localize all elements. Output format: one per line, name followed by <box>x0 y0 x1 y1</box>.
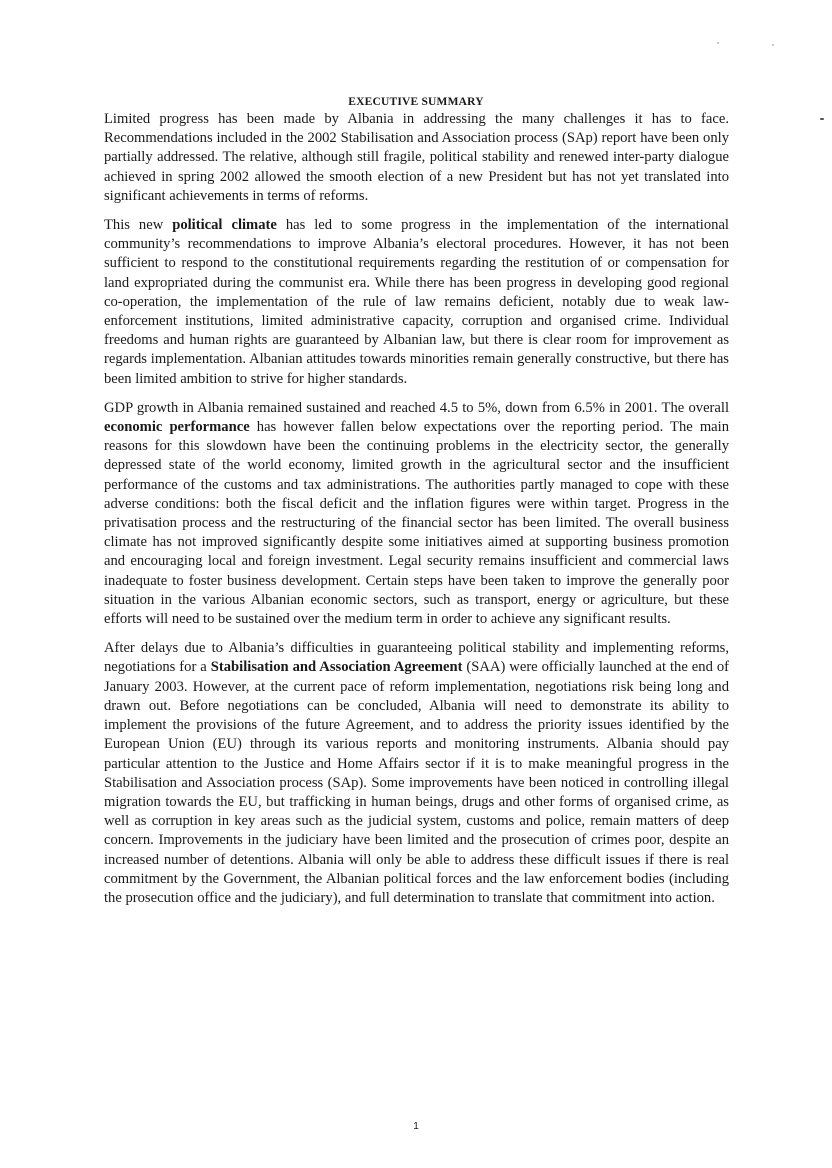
paragraph-1-text: Limited progress has been made by Albania in addressing the many challenges it has to face. Recommendations included in the 2002 Stabilisation and Association process (SAp) report have been only partially addressed. The relative, although still fragile, political stability and renewed inter-party dialogue achieved in spring 2002 allowed the smooth election of a new President but has not yet translated into significant achievements in terms of reforms. <box>104 111 729 204</box>
paragraph-2 <box>104 216 729 389</box>
paragraph-3-bold-term: economic performance <box>104 419 250 436</box>
paragraph-4-text-a: After delays due to Albania’s difficulties in guaranteeing political stability and implementing reforms, negotiations for a <box>104 640 729 676</box>
paragraph-2-text-b: has led to some progress in the implementation of the international community’s recommendations to improve Albania’s electoral procedures. However, it has not been sufficient to respond to the constitutional requirements regarding the restitution of or compensation for land expropriated during the communist era. While there has been progress in developing good regional co-operation, the implementation of the rule of law remains deficient, notably due to weak law-enforcement institutions, limited administrative capacity, corruption and organised crime. Individual freedoms and human rights are guaranteed by Albanian law, but there is clear room for improvement as regards implementation. Albanian attitudes towards minorities remain generally constructive, but there has been limited ambition to strive for higher standards. <box>104 217 729 387</box>
page-number: 1 <box>413 1121 419 1132</box>
scan-speck <box>772 44 774 46</box>
paragraph-4-text-b: (SAA) were officially launched at the end of January 2003. However, at the current pace of reform implementation, negotiations risk being long and drawn out. Before negotiations can be concluded, Albania will need to demonstrate its ability to implement the provisions of the future Agreement, and to address the priority issues identified by the European Union (EU) through its various reports and monitoring instruments. Albania should pay particular attention to the Justice and Home Affairs sector if it is to make meaningful progress in the Stabilisation and Association process (SAp). Some improvements have been noticed in controlling illegal migration towards the EU, but trafficking in human beings, drugs and other forms of organised crime, as well as corruption in key areas such as the judicial system, customs and police, remain matters of deep concern. Improvements in the judiciary have been limited and the prosecution of crimes poor, despite an increased number of detentions. Albania will only be able to address these difficult issues if there is real commitment by the Government, the Albanian political forces and the law enforcement bodies (including the prosecution office and the judiciary), and full determination to translate that commitment into action. <box>104 659 729 906</box>
paragraph-4 <box>104 639 729 908</box>
paragraph-3-text-b: has however fallen below expectations over the reporting period. The main reasons for this slowdown have been the continuing problems in the electricity sector, the generally depressed state of the world economy, limited growth in the agricultural sector and the insufficient performance of the customs and tax administrations. The authorities partly managed to cope with these adverse conditions: both the fiscal deficit and the inflation figures were within target. Progress in the privatisation process and the restructuring of the financial sector has been limited. The overall business climate has not improved significantly despite some initiatives aimed at supporting business promotion and encouraging local and foreign investment. Legal security remains insufficient and commercial laws inadequate to foster business development. Certain steps have been taken to improve the generally poor situation in the various Albanian economic sectors, such as transport, energy or agriculture, but these efforts will need to be sustained over the medium term in order to achieve any significant results. <box>104 419 730 628</box>
paragraph-2-text-a: This new <box>104 217 173 234</box>
paragraph-2-bold-term: political climate <box>172 217 277 234</box>
paragraph-4-bold-term: Stabilisation and Association Agreement <box>210 659 463 676</box>
page-heading: EXECUTIVE SUMMARY <box>348 96 484 108</box>
paragraph-1 <box>104 110 729 206</box>
paragraph-3-text-a: GDP growth in Albania remained sustained and reached 4.5 to 5%, down from 6.5% in 2001. The overall <box>104 399 729 416</box>
paragraph-3 <box>104 399 729 629</box>
scan-speck <box>717 42 719 44</box>
body-text <box>104 110 729 918</box>
scan-speck <box>820 118 824 120</box>
